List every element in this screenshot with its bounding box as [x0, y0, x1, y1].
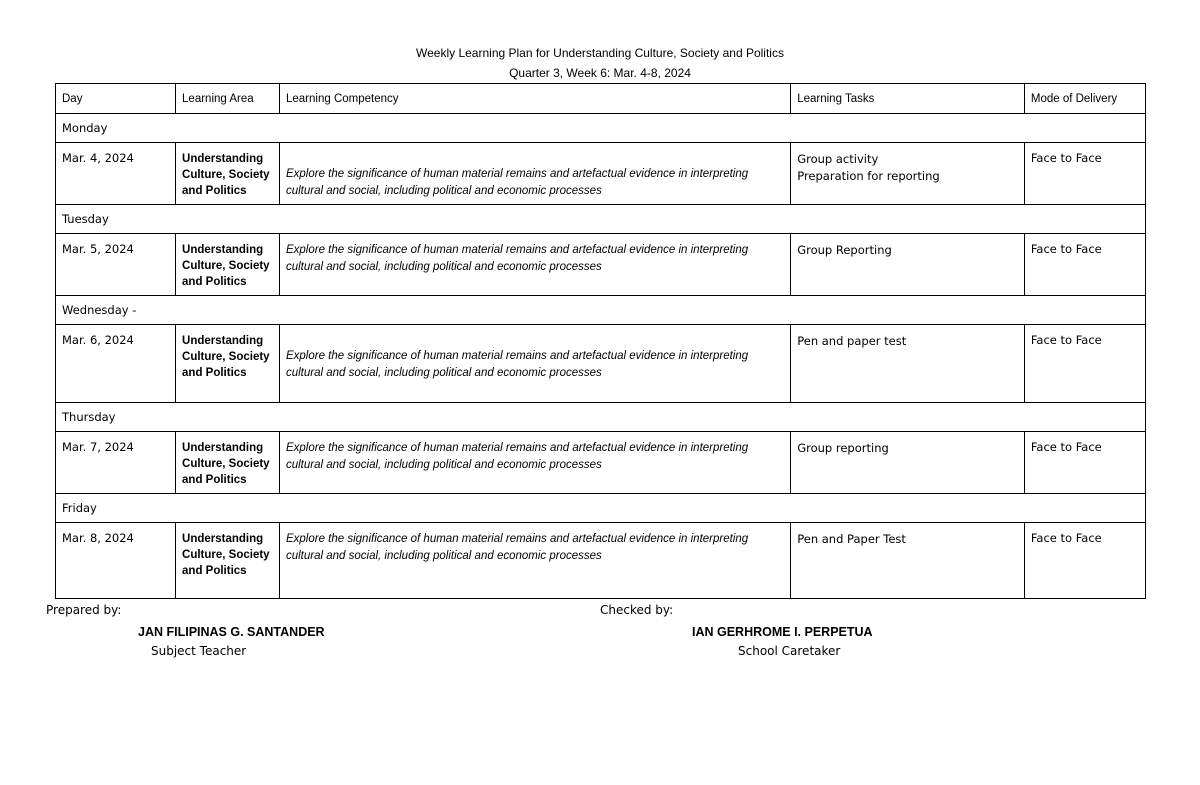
entry-learning-tasks	[791, 523, 1025, 599]
task-item: Pen and paper test	[797, 334, 907, 348]
entry-date: Mar. 4, 2024	[56, 143, 176, 205]
entry-date: Mar. 6, 2024	[56, 325, 176, 403]
day-row	[56, 403, 1146, 432]
day-row	[56, 494, 1146, 523]
task-item: Group reporting	[797, 441, 889, 455]
task-item: Preparation for reporting	[797, 169, 940, 183]
header-day: Day	[56, 84, 176, 114]
header-learning-area: Learning Area	[176, 84, 280, 114]
day-row	[56, 114, 1146, 143]
entry-row	[56, 234, 1146, 296]
entry-row	[56, 432, 1146, 494]
header-mode-of-delivery: Mode of Delivery	[1024, 84, 1145, 114]
document-subtitle: Quarter 3, Week 6: Mar. 4-8, 2024	[509, 66, 691, 80]
entry-learning-area: Understanding Culture, Society and Politics	[176, 325, 280, 403]
entry-learning-area: Understanding Culture, Society and Politics	[176, 432, 280, 494]
checked-by-name: IAN GERHROME I. PERPETUA	[692, 625, 873, 639]
day-name: Thursday	[56, 403, 1146, 432]
entry-row	[56, 325, 1146, 403]
entry-mode-of-delivery: Face to Face	[1024, 234, 1145, 296]
entry-mode-of-delivery: Face to Face	[1024, 325, 1145, 403]
entry-mode-of-delivery: Face to Face	[1024, 523, 1145, 599]
entry-learning-tasks	[791, 325, 1025, 403]
entry-learning-area: Understanding Culture, Society and Politics	[176, 234, 280, 296]
task-item: Group Reporting	[797, 243, 892, 257]
entry-learning-competency: Explore the significance of human material remains and artefactual evidence in interpreting cultural and social, including political and economic processes	[279, 234, 790, 296]
entry-date: Mar. 8, 2024	[56, 523, 176, 599]
entry-learning-area: Understanding Culture, Society and Politics	[176, 143, 280, 205]
learning-plan-table	[55, 83, 1146, 599]
task-item: Group activity	[797, 152, 879, 166]
day-name: Friday	[56, 494, 1146, 523]
entry-learning-area: Understanding Culture, Society and Politics	[176, 523, 280, 599]
entry-learning-competency: Explore the significance of human material remains and artefactual evidence in interpreting cultural and social, including political and economic processes	[279, 523, 790, 599]
document-title: Weekly Learning Plan for Understanding Culture, Society and Politics	[416, 46, 784, 60]
header-learning-tasks: Learning Tasks	[791, 84, 1025, 114]
prepared-by-role: Subject Teacher	[151, 644, 247, 658]
day-row	[56, 205, 1146, 234]
day-name: Tuesday	[56, 205, 1146, 234]
prepared-by-label: Prepared by:	[46, 603, 122, 617]
task-item: Pen and Paper Test	[797, 532, 906, 546]
entry-row	[56, 523, 1146, 599]
entry-learning-tasks	[791, 143, 1025, 205]
entry-learning-competency: Explore the significance of human material remains and artefactual evidence in interpreting cultural and social, including political and economic processes	[279, 325, 790, 403]
entry-date: Mar. 7, 2024	[56, 432, 176, 494]
entry-learning-tasks	[791, 234, 1025, 296]
entry-learning-competency: Explore the significance of human material remains and artefactual evidence in interpreting cultural and social, including political and economic processes	[279, 432, 790, 494]
table-header-row	[56, 84, 1146, 114]
entry-mode-of-delivery: Face to Face	[1024, 432, 1145, 494]
entry-learning-competency: Explore the significance of human material remains and artefactual evidence in interpreting cultural and social, including political and economic processes	[279, 143, 790, 205]
header-learning-competency: Learning Competency	[279, 84, 790, 114]
day-row	[56, 296, 1146, 325]
entry-date: Mar. 5, 2024	[56, 234, 176, 296]
entry-learning-tasks	[791, 432, 1025, 494]
day-name: Wednesday -	[56, 296, 1146, 325]
checked-by-label: Checked by:	[600, 603, 674, 617]
day-name: Monday	[56, 114, 1146, 143]
checked-by-role: School Caretaker	[738, 644, 841, 658]
prepared-by-name: JAN FILIPINAS G. SANTANDER	[138, 625, 325, 639]
entry-row	[56, 143, 1146, 205]
entry-mode-of-delivery: Face to Face	[1024, 143, 1145, 205]
